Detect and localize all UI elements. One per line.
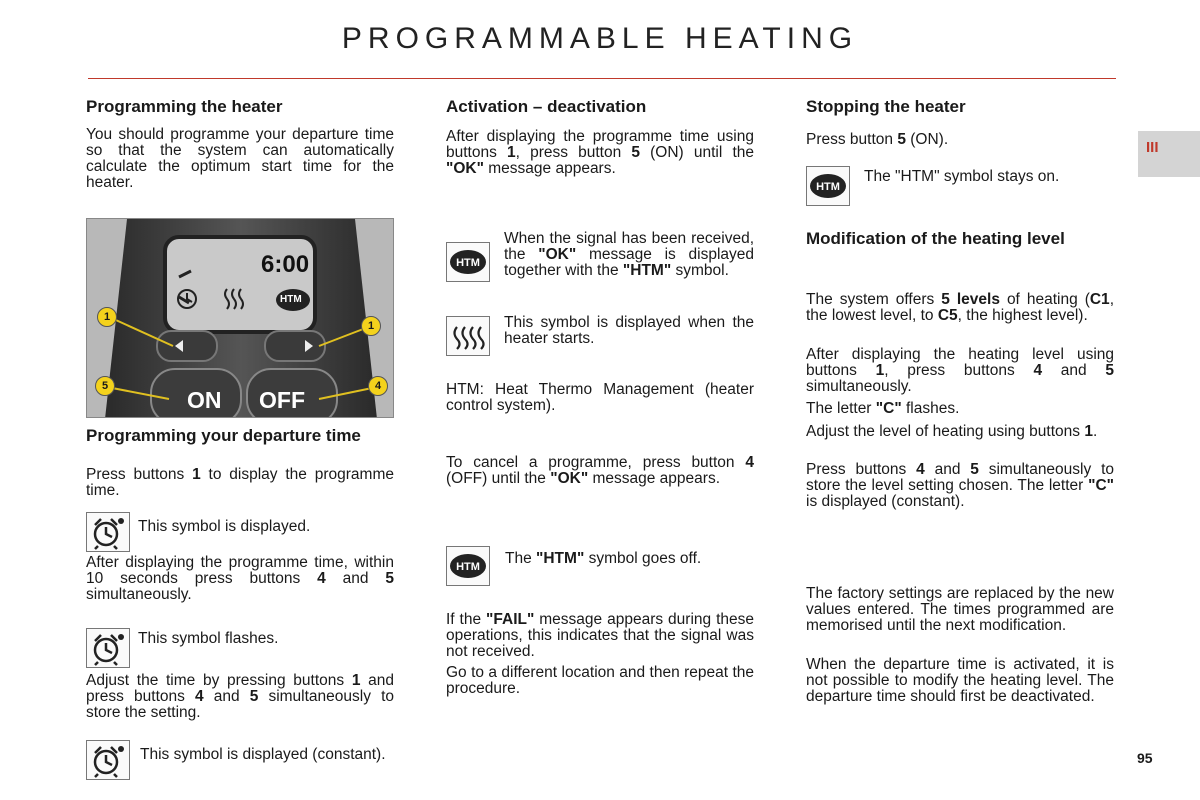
page-number: 95 <box>1137 750 1153 766</box>
paragraph-five-levels: The system offers 5 levels of heating (C1, the lowest level, to C5, the highest level). <box>806 291 1114 324</box>
paragraph-different-location: Go to a different location and then repeat the procedure. <box>446 664 754 697</box>
signal-received-text: When the signal has been received, the "OK" message is displayed together with the "HTM" symbol. <box>504 230 754 279</box>
clock-symbol-flashes-text: This symbol flashes. <box>138 630 279 647</box>
off-button-label: OFF <box>259 387 305 413</box>
paragraph-departure-activated: When the departure time is activated, it is not possible to modify the heating level. The departure time should first be deactivated. <box>806 656 1114 705</box>
paragraph-factory-settings: The factory settings are replaced by the new values entered. The times programmed are memorised until the next modification. <box>806 585 1114 634</box>
heater-starts-text: This symbol is displayed when the heater starts. <box>504 314 754 347</box>
svg-text:HTM: HTM <box>816 181 840 193</box>
clock-symbol-displayed-text: This symbol is displayed. <box>138 518 311 535</box>
alarm-clock-icon <box>86 740 130 780</box>
display-htm-symbol: HTM <box>280 294 302 305</box>
paragraph-adjust-time: Adjust the time by pressing buttons 1 and press buttons 4 and 5 simultaneously to store the setting. <box>86 672 395 721</box>
page-title: PROGRAMMABLE HEATING <box>341 22 859 55</box>
remote-control-photo <box>86 218 394 418</box>
callout-4: 4 <box>368 376 388 396</box>
paragraph-store-level: Press buttons 4 and 5 simultaneously to store the level setting chosen. The letter "C" is displayed (constant). <box>806 461 1114 510</box>
paragraph-letter-c-flashes: The letter "C" flashes. <box>806 400 960 417</box>
alarm-clock-icon <box>86 628 130 668</box>
alarm-clock-icon <box>86 512 130 552</box>
heading-stopping-heater: Stopping the heater <box>806 97 966 116</box>
htm-icon <box>806 166 850 206</box>
paragraph-after-heating-level: After displaying the heating level using buttons 1, press buttons 4 and 5 simultaneously. <box>806 346 1114 395</box>
paragraph-departure-press: Press buttons 1 to display the programme time. <box>86 466 394 499</box>
htm-goes-off-text: The "HTM" symbol goes off. <box>505 550 702 567</box>
display-time: 6:00 <box>261 251 310 278</box>
heading-activation: Activation – deactivation <box>446 97 647 116</box>
heater-waves-icon <box>446 316 490 356</box>
callout-1-left: 1 <box>97 307 117 327</box>
section-tab-label: III <box>1146 139 1159 156</box>
paragraph-press-on: Press button 5 (ON). <box>806 131 949 148</box>
htm-icon <box>446 242 490 282</box>
paragraph-cancel-programme: To cancel a programme, press button 4 (OFF) until the "OK" message appears. <box>446 454 754 487</box>
on-button-label: ON <box>187 387 222 413</box>
htm-stays-on-text: The "HTM" symbol stays on. <box>864 168 1060 185</box>
clock-symbol-constant-text: This symbol is displayed (constant). <box>140 746 386 763</box>
section-tab[interactable] <box>1138 131 1200 177</box>
paragraph-after-displaying: After displaying the programme time, within 10 seconds press buttons 4 and 5 simultaneously. <box>86 554 394 603</box>
htm-definition: HTM: Heat Thermo Management (heater control system). <box>446 381 754 414</box>
heading-programming-departure: Programming your departure time <box>86 426 361 445</box>
paragraph-activation-steps: After displaying the programme time using buttons 1, press button 5 (ON) until the "OK" message appears. <box>446 128 754 177</box>
paragraph-fail-message: If the "FAIL" message appears during these operations, this indicates that the signal was not received. <box>446 611 754 660</box>
callout-5: 5 <box>95 376 115 396</box>
heading-modification-level: Modification of the heating level <box>806 229 1065 248</box>
paragraph-adjust-level: Adjust the level of heating using buttons 1. <box>806 423 1098 440</box>
callout-1-right: 1 <box>361 316 381 336</box>
title-divider <box>88 78 1116 79</box>
svg-text:HTM: HTM <box>456 561 480 573</box>
heading-programming-heater: Programming the heater <box>86 97 283 116</box>
svg-text:HTM: HTM <box>456 257 480 269</box>
htm-icon <box>446 546 490 586</box>
paragraph-programming-intro: You should programme your departure time so that the system can automatically calculate the optimum start time for the heater. <box>86 126 394 191</box>
